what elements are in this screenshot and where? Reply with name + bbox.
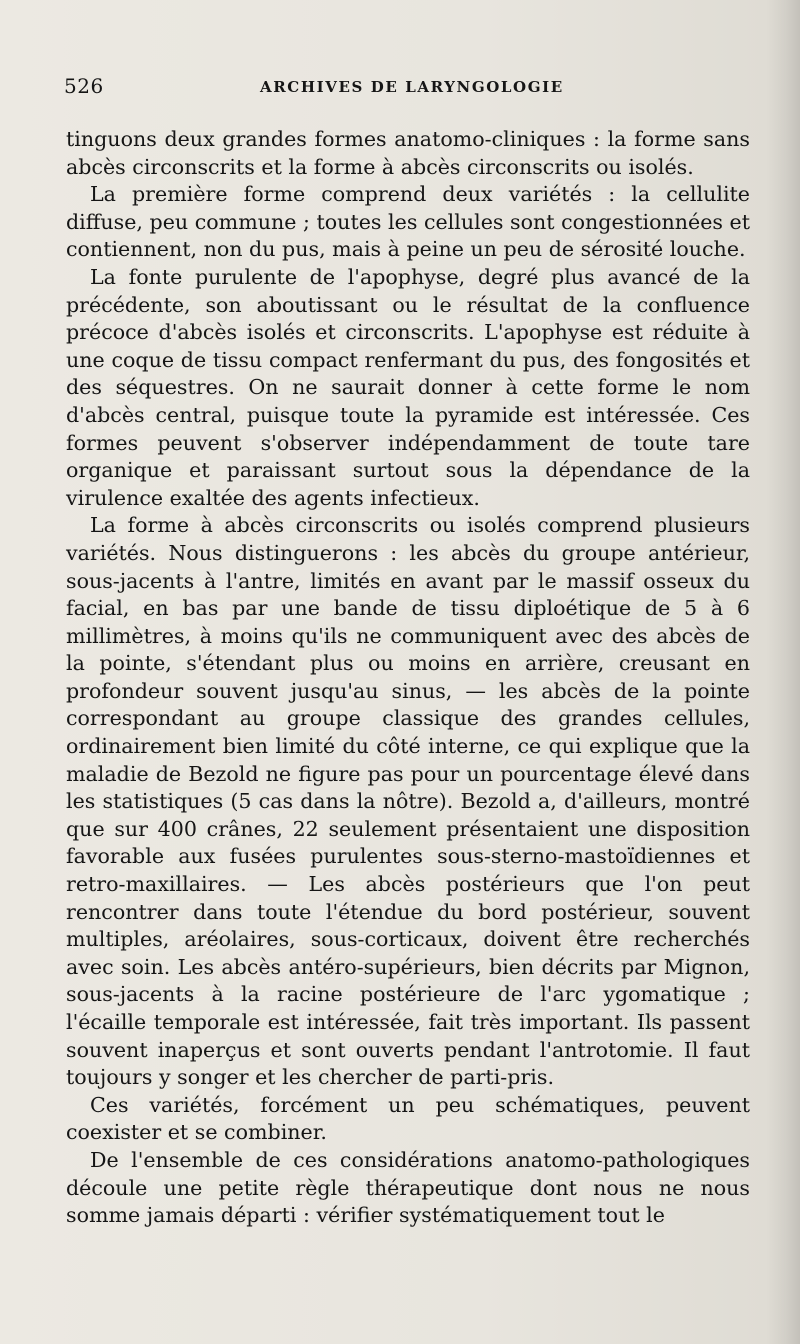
page-edge-shadow: [766, 0, 800, 1344]
page-number: 526: [64, 74, 104, 98]
paragraph-varieties: Ces variétés, forcément un peu schématiques, peuvent coexister et se combiner.: [66, 1092, 750, 1145]
paragraph-circumscribed-abscess: La forme à abcès circonscrits ou isolés comprend plusieurs variétés. Nous distinguerons : les abcès du groupe antérieur, sous-jacents à l'antre, limités en avant par le massif osseux du facial, en bas par une bande de tissu diploétique de 5 à 6 millimètres, à moins qu'ils ne communiquent avec des abcès de la pointe, s'étendant plus ou moins en arrière, creusant en profondeur souvent jusqu'au sinus, — les abcès de la pointe correspondant au groupe classique des grandes cellules, ordinairement bien limité du côté interne, ce qui explique que la maladie de Bezold ne figure pas pour un pourcentage élevé dans les statistiques (5 cas dans la nôtre). Bezold a, d'ailleurs, montré que sur 400 crânes, 22 seulement présentaient une disposition favorable aux fusées purulentes sous-sterno-mastoïdiennes et retro-maxillaires. — Les abcès postérieurs que l'on peut rencontrer dans toute l'étendue du bord postérieur, souvent multiples, aréolaires, sous-corticaux, doivent être recherchés avec soin. Les abcès antéro-supérieurs, bien décrits par Mignon, sous-jacents à la racine postérieure de l'arc ygomatique ; l'écaille temporale est intéressée, fait très important. Ils passent souvent inaperçus et sont ouverts pendant l'antrotomie. Il faut toujours y songer et les chercher de parti-pris.: [66, 513, 750, 1090]
paragraph-therapeutic-rule: De l'ensemble de ces considérations anatomo-pathologiques découle une petite règle thérapeutique dont nous ne nous somme jamais départi : vérifier systématiquement tout le: [66, 1147, 750, 1228]
paragraph-continuation: tinguons deux grandes formes anatomo-cliniques : la forme sans abcès circonscrits et la forme à abcès circonscrits ou isolés.: [66, 127, 750, 179]
running-title: ARCHIVES DE LARYNGOLOGIE: [260, 78, 564, 96]
paragraph-first-form: La première forme comprend deux variétés : la cellulite diffuse, peu commune ; toutes les cellules sont congestionnées et contiennent, non du pus, mais à peine un peu de sérosité louche.: [66, 182, 750, 262]
running-header: [64, 74, 744, 104]
paragraph-purulent-fonte: La fonte purulente de l'apophyse, degré plus avancé de la précédente, son aboutissant ou le résultat de la confluence précoce d'abcès isolés et circonscrits. L'apophyse est réduite à une coque de tissu compact renfermant du pus, des fongosités et des séquestres. On ne saurait donner à cette forme le nom d'abcès central, puisque toute la pyramide est intéressée. Ces formes peuvent s'observer indépendamment de toute tare organique et paraissant surtout sous la dépendance de la virulence exaltée des agents infectieux.: [66, 264, 750, 510]
body-text: [66, 126, 750, 1230]
